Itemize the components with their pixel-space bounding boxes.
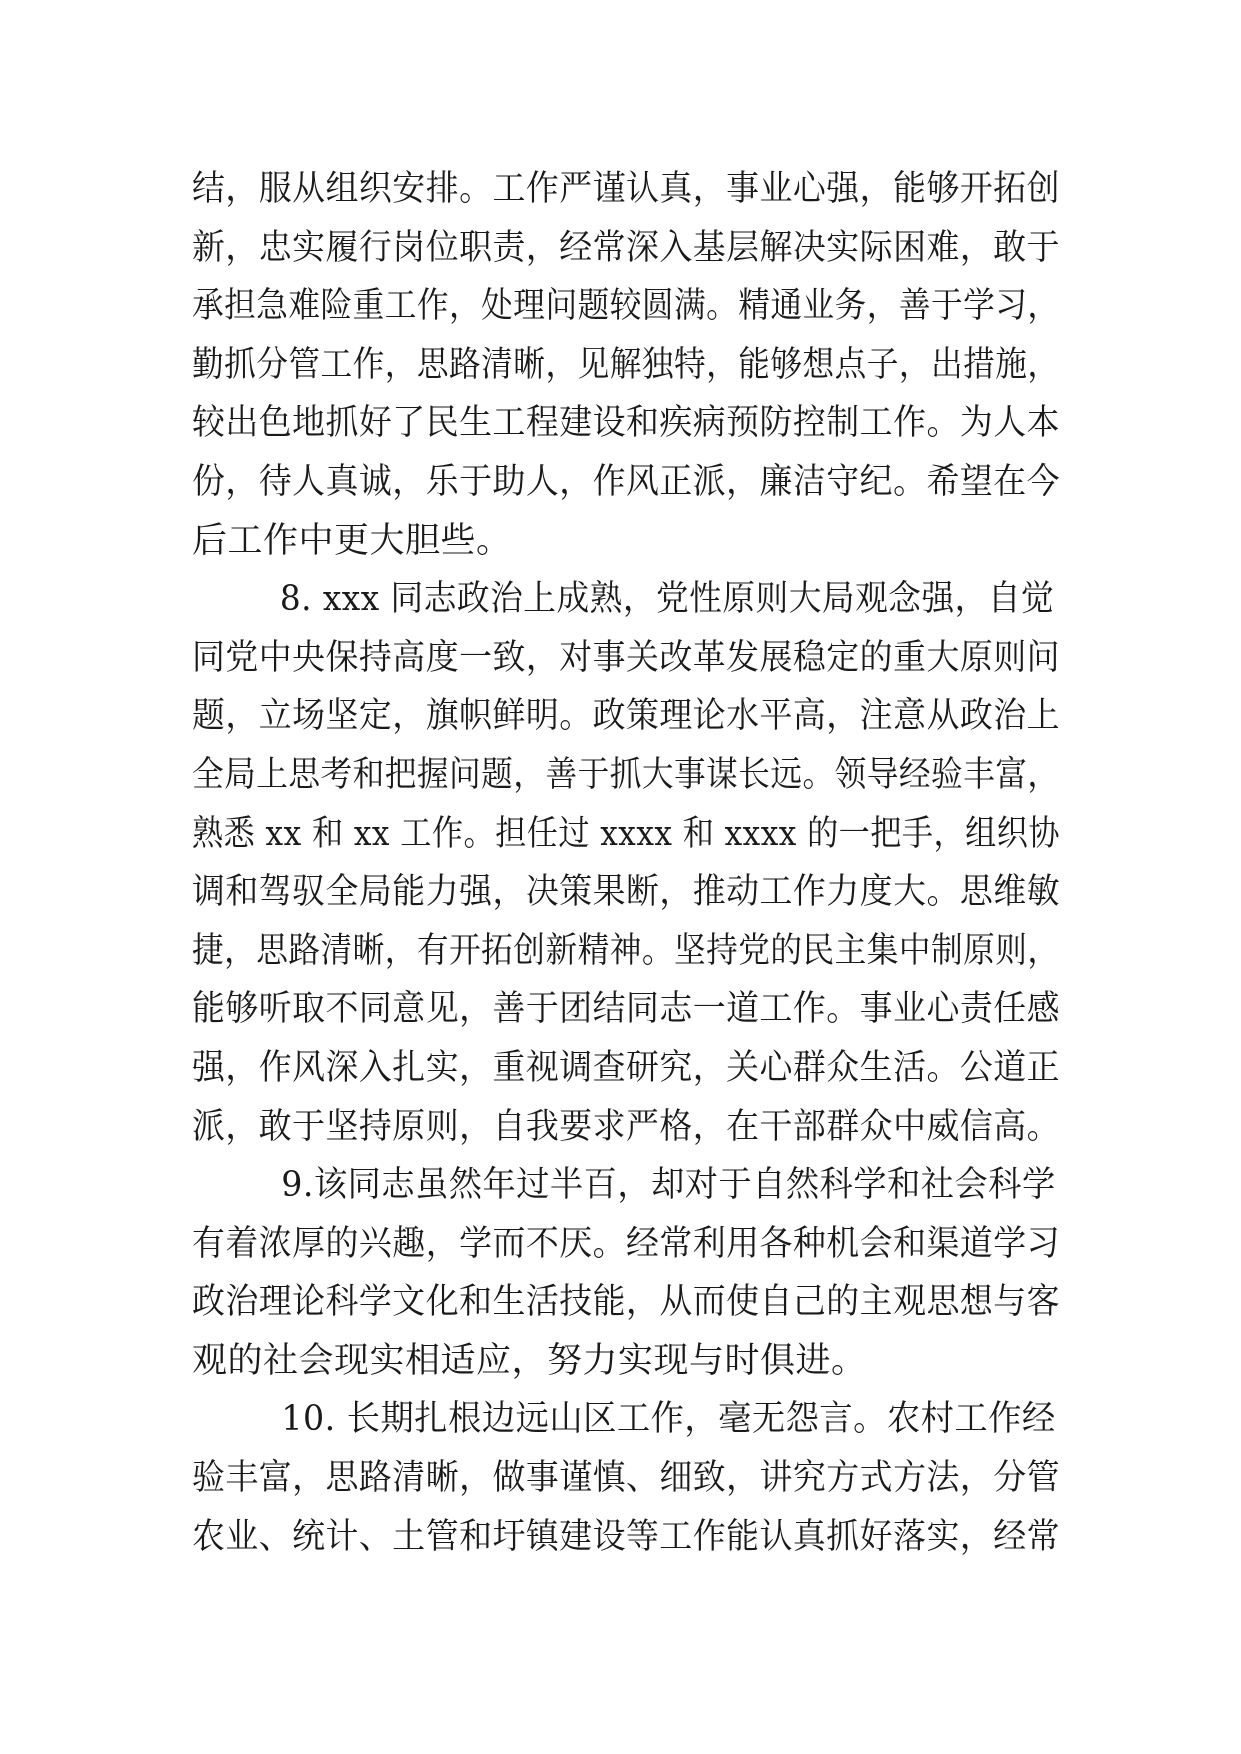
text-line: 能够听取不同意见，善于团结同志一道工作。事业心责任感: [192, 989, 1061, 1030]
text-line: 较出色地抓好了民生工程建设和疾病预防控制工作。为人本: [192, 403, 1061, 444]
text-line: 同党中央保持高度一致，对事关改革发展稳定的重大原则问: [192, 637, 1061, 678]
body-text: [192, 160, 1060, 1566]
text-line: 勤抓分管工作，思路清晰，见解独特，能够想点子，出措施，: [192, 344, 1060, 385]
text-line: 派，敢于坚持原则，自我要求严格，在干部群众中威信高。: [192, 1106, 1061, 1147]
text-line: 农业、统计、土管和圩镇建设等工作能认真抓好落实，经常: [192, 1516, 1061, 1557]
text-line: 捷，思路清晰，有开拓创新精神。坚持党的民主集中制原则，: [192, 930, 1060, 971]
text-line: 强，作风深入扎实，重视调查研究，关心群众生活。公道正: [192, 1047, 1061, 1088]
text-line: 观的社会现实相适应，努力实现与时俱进。: [192, 1340, 867, 1381]
text-line: 后工作中更大胆些。: [192, 520, 512, 561]
text-line: 8. xxx 同志政治上成熟，党性原则大局观念强，自觉: [279, 579, 1055, 620]
text-line: 政治理论科学文化和生活技能，从而使自己的主观思想与客: [192, 1282, 1061, 1323]
text-line: 验丰富，思路清晰，做事谨慎、细致，讲究方式方法，分管: [192, 1458, 1061, 1499]
text-line: 新，忠实履行岗位职责，经常深入基层解决实际困难，敢于: [192, 227, 1061, 268]
text-line: 全局上思考和把握问题，善于抓大事谋长远。领导经验丰富，: [192, 754, 1060, 795]
text-line: 有着浓厚的兴趣，学而不厌。经常利用各种机会和渠道学习: [192, 1223, 1061, 1264]
text-line: 承担急难险重工作，处理问题较圆满。精通业务，善于学习，: [192, 286, 1060, 327]
text-line: 调和驾驭全局能力强，决策果断，推动工作力度大。思维敏: [192, 872, 1061, 913]
text-line: 题，立场坚定，旗帜鲜明。政策理论水平高，注意从政治上: [192, 696, 1061, 737]
text-line: 份，待人真诚，乐于助人，作风正派，廉洁守纪。希望在今: [192, 461, 1061, 502]
text-line: 结，服从组织安排。工作严谨认真，事业心强，能够开拓创: [192, 169, 1061, 209]
text-line: 10. 长期扎根边远山区工作，毫无怨言。农村工作经: [281, 1399, 1056, 1440]
text-line: 9.该同志虽然年过半百，却对于自然科学和社会科学: [281, 1165, 1056, 1206]
text-line: 熟悉 xx 和 xx 工作。担任过 xxxx 和 xxxx 的一把手，组织协: [192, 813, 1060, 854]
